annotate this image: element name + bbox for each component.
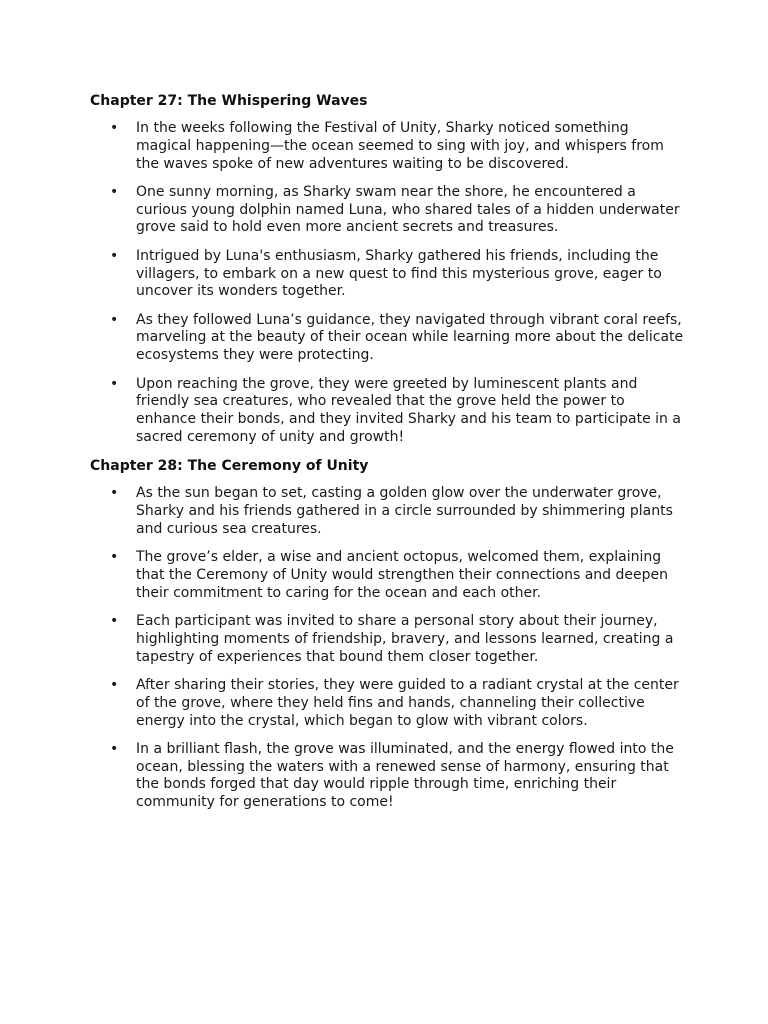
list-item bbox=[90, 184, 684, 237]
bullet-icon: • bbox=[110, 183, 119, 200]
chapter-27-section bbox=[90, 92, 684, 447]
list-item-text: Each participant was invited to share a personal story about their journey, highlighting moments of friendship, bravery, and lessons learned, creating a tapestry of experiences that bound them closer together. bbox=[136, 613, 674, 665]
list-item bbox=[90, 120, 684, 173]
bullet-icon: • bbox=[110, 549, 119, 566]
chapter-28-section bbox=[90, 457, 678, 812]
list-item-text: Upon reaching the grove, they were greeted by luminescent plants and friendly sea creatures, who revealed that the grove held the power to enhance their bonds, and they invited Sharky and his team to participate in a sacred ceremony of unity and growth! bbox=[136, 375, 681, 445]
list-item-text: Intrigued by Luna's enthusiasm, Sharky gathered his friends, including the villagers, to embark on a new quest to find this mysterious grove, eager to uncover its wonders together. bbox=[136, 247, 662, 300]
list-item-text: After sharing their stories, they were guided to a radiant crystal at the center of the grove, where they held fins and hands, channeling their collective energy into the crystal, which began to glow with vibrant colors. bbox=[136, 676, 679, 729]
list-item-text: As they followed Luna’s guidance, they navigated through vibrant coral reefs, marveling at the beauty of their ocean while learning more about the delicate ecosystems they were protecting. bbox=[136, 311, 684, 364]
list-item bbox=[90, 613, 684, 666]
bullet-icon: • bbox=[110, 247, 119, 264]
list-item bbox=[90, 312, 684, 365]
list-item bbox=[90, 549, 684, 602]
list-item-text: In a brilliant flash, the grove was illuminated, and the energy flowed into the ocean, blessing the waters with a renewed sense of harmony, ensuring that the bonds forged that day would ripple through time, enriching their community for generations to come! bbox=[136, 740, 674, 811]
bullet-list bbox=[90, 120, 684, 447]
chapter-title: Chapter 28: The Ceremony of Unity bbox=[90, 458, 369, 475]
list-item-text: The grove’s elder, a wise and ancient octopus, welcomed them, explaining that the Ceremony of Unity would strengthen their connections and deepen their commitment to caring for the ocean and each other. bbox=[136, 549, 668, 601]
bullet-icon: • bbox=[110, 613, 119, 630]
list-item bbox=[90, 677, 684, 730]
bullet-list bbox=[90, 485, 678, 812]
list-item bbox=[90, 376, 684, 447]
bullet-icon: • bbox=[110, 311, 119, 328]
bullet-icon: • bbox=[110, 676, 119, 693]
chapter-title: Chapter 27: The Whispering Waves bbox=[90, 93, 368, 109]
list-item bbox=[90, 485, 684, 538]
bullet-icon: • bbox=[110, 375, 119, 392]
list-item-text: One sunny morning, as Sharky swam near the shore, he encountered a curious young dolphin named Luna, who shared tales of a hidden underwater grove said to hold even more ancient secrets and treasures. bbox=[136, 183, 680, 236]
bullet-icon: • bbox=[110, 740, 119, 757]
bullet-icon: • bbox=[110, 485, 119, 502]
list-item-text: As the sun began to set, casting a golden glow over the underwater grove, Sharky and his friends gathered in a circle surrounded by shimmering plants and curious sea creatures. bbox=[136, 485, 673, 537]
list-item bbox=[90, 741, 684, 812]
list-item-text: In the weeks following the Festival of Unity, Sharky noticed something magical happening—the ocean seemed to sing with joy, and whispers from the waves spoke of new adventures waiting to be discovered. bbox=[136, 120, 664, 172]
list-item bbox=[90, 248, 684, 301]
bullet-icon: • bbox=[110, 120, 119, 136]
